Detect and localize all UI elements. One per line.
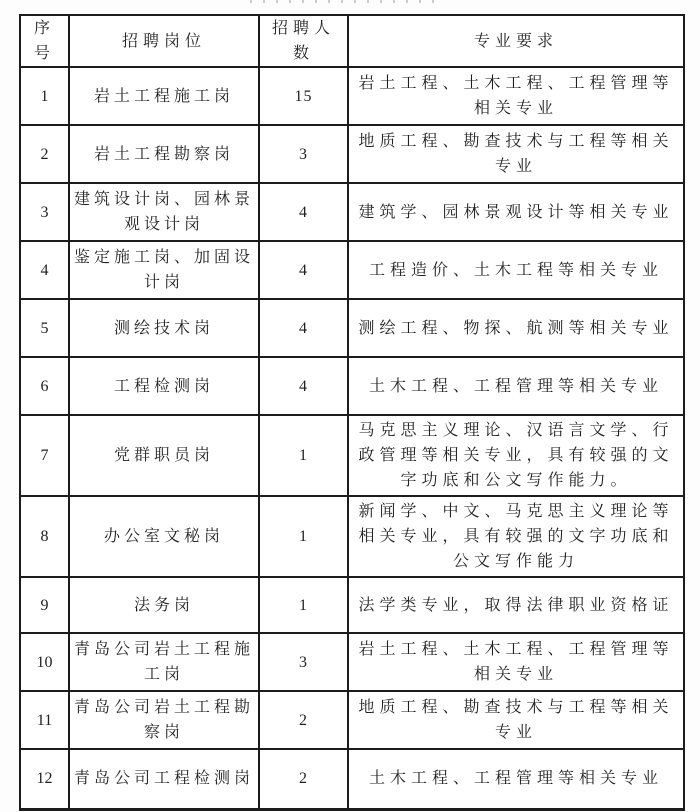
table-row — [20, 496, 684, 577]
cell-requirement: 马克思主义理论、汉语言文学、行政管理等相关专业，具有较强的文字功底和公文写作能力。 — [348, 415, 684, 496]
cell-requirement: 建筑学、园林景观设计等相关专业 — [348, 183, 684, 241]
table-row — [20, 415, 684, 496]
cell-no: 10 — [20, 633, 69, 691]
header-row — [20, 15, 684, 67]
cell-no: 3 — [20, 183, 69, 241]
cell-no: 5 — [20, 299, 69, 357]
table-row — [20, 299, 684, 357]
cell-position: 法务岗 — [69, 577, 259, 633]
table-body — [20, 67, 684, 809]
table-row — [20, 241, 684, 299]
table-row — [20, 67, 684, 125]
cell-count: 3 — [259, 125, 348, 183]
cell-count: 1 — [259, 496, 348, 577]
cell-position: 办公室文秘岗 — [69, 496, 259, 577]
cell-position: 岩土工程勘察岗 — [69, 125, 259, 183]
cell-count: 15 — [259, 67, 348, 125]
cell-count: 4 — [259, 241, 348, 299]
cell-count: 1 — [259, 577, 348, 633]
table-row — [20, 183, 684, 241]
table-row — [20, 577, 684, 633]
cell-count: 4 — [259, 183, 348, 241]
cell-count: 2 — [259, 691, 348, 749]
cell-requirement: 土木工程、工程管理等相关专业 — [348, 749, 684, 809]
cell-position: 党群职员岗 — [69, 415, 259, 496]
table-row — [20, 357, 684, 415]
cell-no: 7 — [20, 415, 69, 496]
header-no: 序号 — [20, 15, 69, 67]
recruitment-table — [19, 14, 685, 811]
cell-position: 建筑设计岗、园林景观设计岗 — [69, 183, 259, 241]
cell-requirement: 工程造价、土木工程等相关专业 — [348, 241, 684, 299]
cell-no: 8 — [20, 496, 69, 577]
header-position: 招聘岗位 — [69, 15, 259, 67]
cell-requirement: 地质工程、勘查技术与工程等相关专业 — [348, 125, 684, 183]
cell-position: 测绘技术岗 — [69, 299, 259, 357]
cell-requirement: 地质工程、勘查技术与工程等相关专业 — [348, 691, 684, 749]
cell-position: 岩土工程施工岗 — [69, 67, 259, 125]
header-requirement: 专业要求 — [348, 15, 684, 67]
cell-count: 1 — [259, 415, 348, 496]
cell-requirement: 土木工程、工程管理等相关专业 — [348, 357, 684, 415]
header-count: 招聘人数 — [259, 15, 348, 67]
cell-count: 2 — [259, 749, 348, 809]
table-row — [20, 749, 684, 809]
cell-position: 鉴定施工岗、加固设计岗 — [69, 241, 259, 299]
table-row — [20, 125, 684, 183]
cell-count: 3 — [259, 633, 348, 691]
cell-requirement: 法学类专业，取得法律职业资格证 — [348, 577, 684, 633]
cell-position: 青岛公司岩土工程施工岗 — [69, 633, 259, 691]
cell-no: 9 — [20, 577, 69, 633]
cell-no: 4 — [20, 241, 69, 299]
cell-no: 12 — [20, 749, 69, 809]
cell-requirement: 岩土工程、土木工程、工程管理等相关专业 — [348, 67, 684, 125]
cell-no: 6 — [20, 357, 69, 415]
cell-requirement: 测绘工程、物探、航测等相关专业 — [348, 299, 684, 357]
table-row — [20, 633, 684, 691]
table-row — [20, 691, 684, 749]
cell-count: 4 — [259, 357, 348, 415]
cell-position: 工程检测岗 — [69, 357, 259, 415]
cell-requirement: 新闻学、中文、马克思主义理论等相关专业，具有较强的文字功底和公文写作能力 — [348, 496, 684, 577]
cell-no: 1 — [20, 67, 69, 125]
cell-position: 青岛公司岩土工程勘察岗 — [69, 691, 259, 749]
cell-requirement: 岩土工程、土木工程、工程管理等相关专业 — [348, 633, 684, 691]
cropped-title-remnant-decoration — [250, 0, 435, 3]
cell-no: 11 — [20, 691, 69, 749]
cell-count: 4 — [259, 299, 348, 357]
cell-no: 2 — [20, 125, 69, 183]
cell-position: 青岛公司工程检测岗 — [69, 749, 259, 809]
